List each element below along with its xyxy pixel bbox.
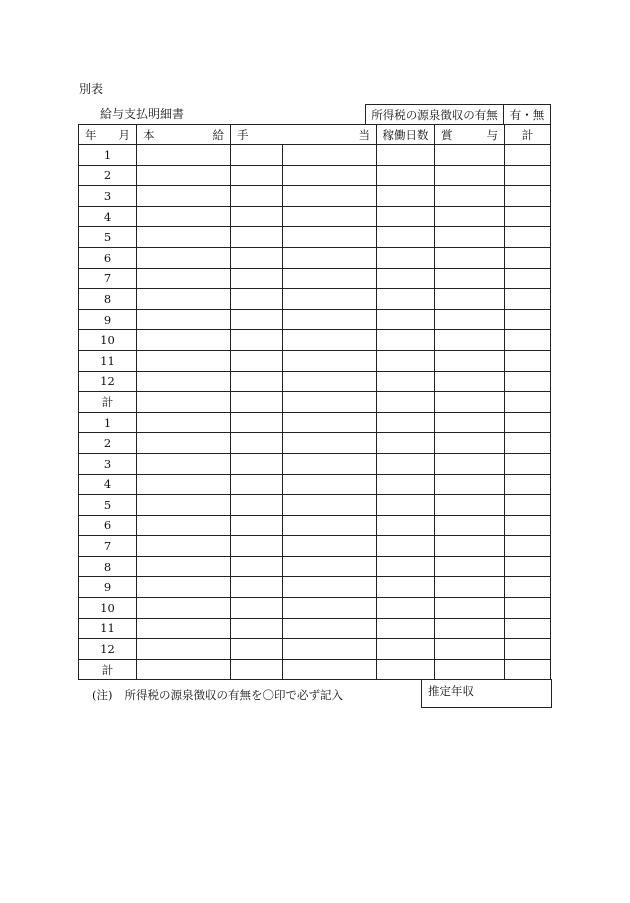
bonus-cell[interactable] — [435, 639, 505, 660]
month-row — [79, 247, 551, 268]
month-row — [79, 515, 551, 536]
base-pay-cell[interactable] — [137, 556, 231, 577]
total-cell[interactable] — [505, 371, 551, 392]
allowance-cell-2[interactable] — [283, 330, 377, 351]
month-cell: 6 — [79, 247, 137, 268]
allowance-cell-1[interactable] — [231, 206, 283, 227]
allowance-cell-2[interactable] — [283, 598, 377, 619]
total-cell[interactable] — [505, 659, 551, 680]
base-pay-cell[interactable] — [137, 145, 231, 166]
month-row — [79, 453, 551, 474]
allowance-cell-2[interactable] — [283, 227, 377, 248]
base-pay-cell[interactable] — [137, 598, 231, 619]
work-days-cell[interactable] — [377, 289, 435, 310]
work-days-cell[interactable] — [377, 577, 435, 598]
base-pay-cell[interactable] — [137, 392, 231, 413]
month-cell: 8 — [79, 556, 137, 577]
work-days-cell[interactable] — [377, 495, 435, 516]
work-days-cell[interactable] — [377, 639, 435, 660]
pay-ledger-table — [78, 124, 551, 680]
allowance-cell-2[interactable] — [283, 350, 377, 371]
bonus-cell[interactable] — [435, 433, 505, 454]
allowance-cell-2[interactable] — [283, 412, 377, 433]
bonus-cell[interactable] — [435, 495, 505, 516]
allowance-cell-1[interactable] — [231, 556, 283, 577]
page-label: 別表 — [79, 82, 104, 96]
allowance-cell-2[interactable] — [283, 433, 377, 454]
base-pay-cell[interactable] — [137, 309, 231, 330]
month-row — [79, 618, 551, 639]
month-cell: 10 — [79, 330, 137, 351]
bonus-cell[interactable] — [435, 474, 505, 495]
month-row — [79, 145, 551, 166]
base-pay-cell[interactable] — [137, 639, 231, 660]
allowance-cell-1[interactable] — [231, 392, 283, 413]
total-cell[interactable] — [505, 289, 551, 310]
allowance-cell-2[interactable] — [283, 186, 377, 207]
month-cell: 6 — [79, 515, 137, 536]
total-cell[interactable] — [505, 330, 551, 351]
allowance-cell-1[interactable] — [231, 247, 283, 268]
header-year-month — [79, 125, 137, 145]
total-cell[interactable] — [505, 495, 551, 516]
bonus-cell[interactable] — [435, 536, 505, 557]
month-cell: 2 — [79, 165, 137, 186]
header-total: 計 — [505, 125, 551, 145]
month-row — [79, 412, 551, 433]
work-days-cell[interactable] — [377, 330, 435, 351]
month-cell: 4 — [79, 206, 137, 227]
allowance-cell-1[interactable] — [231, 289, 283, 310]
bonus-cell[interactable] — [435, 412, 505, 433]
month-cell: 11 — [79, 350, 137, 371]
bonus-cell[interactable] — [435, 227, 505, 248]
month-cell: 4 — [79, 474, 137, 495]
work-days-cell[interactable] — [377, 186, 435, 207]
base-pay-cell[interactable] — [137, 412, 231, 433]
month-cell: 12 — [79, 639, 137, 660]
allowance-cell-1[interactable] — [231, 330, 283, 351]
month-row — [79, 433, 551, 454]
allowance-cell-1[interactable] — [231, 453, 283, 474]
month-cell: 8 — [79, 289, 137, 310]
allowance-cell-1[interactable] — [231, 495, 283, 516]
base-pay-cell[interactable] — [137, 350, 231, 371]
note-prefix: (注) — [92, 688, 113, 702]
allowance-cell-2[interactable] — [283, 474, 377, 495]
header-year: 年 — [85, 127, 97, 142]
header-month: 月 — [118, 127, 130, 142]
bonus-cell[interactable] — [435, 577, 505, 598]
month-cell: 5 — [79, 227, 137, 248]
bonus-cell[interactable] — [435, 186, 505, 207]
allowance-cell-1[interactable] — [231, 639, 283, 660]
allowance-cell-1[interactable] — [231, 350, 283, 371]
allowance-cell-2[interactable] — [283, 206, 377, 227]
bonus-cell[interactable] — [435, 350, 505, 371]
allowance-cell-2[interactable] — [283, 371, 377, 392]
bonus-cell[interactable] — [435, 515, 505, 536]
allowance-cell-1[interactable] — [231, 618, 283, 639]
work-days-cell[interactable] — [377, 268, 435, 289]
month-cell: 3 — [79, 453, 137, 474]
allowance-cell-2[interactable] — [283, 577, 377, 598]
allowance-cell-2[interactable] — [283, 145, 377, 166]
allowance-cell-1[interactable] — [231, 515, 283, 536]
total-cell[interactable] — [505, 453, 551, 474]
total-cell[interactable] — [505, 598, 551, 619]
month-row — [79, 577, 551, 598]
bonus-cell[interactable] — [435, 618, 505, 639]
total-cell[interactable] — [505, 350, 551, 371]
total-cell[interactable] — [505, 165, 551, 186]
allowance-cell-2[interactable] — [283, 268, 377, 289]
allowance-cell-2[interactable] — [283, 309, 377, 330]
bonus-cell[interactable] — [435, 453, 505, 474]
total-cell[interactable] — [505, 145, 551, 166]
allowance-cell-2[interactable] — [283, 165, 377, 186]
work-days-cell[interactable] — [377, 371, 435, 392]
work-days-cell[interactable] — [377, 247, 435, 268]
allowance-cell-1[interactable] — [231, 598, 283, 619]
month-row — [79, 206, 551, 227]
bonus-cell[interactable] — [435, 371, 505, 392]
total-cell[interactable] — [505, 515, 551, 536]
header-bonus-b: 与 — [486, 127, 498, 142]
allowance-cell-2[interactable] — [283, 289, 377, 310]
month-row — [79, 227, 551, 248]
base-pay-cell[interactable] — [137, 515, 231, 536]
allowance-cell-2[interactable] — [283, 618, 377, 639]
allowance-cell-1[interactable] — [231, 433, 283, 454]
header-work-days: 稼働日数 — [377, 125, 435, 145]
base-pay-cell[interactable] — [137, 289, 231, 310]
total-cell[interactable] — [505, 186, 551, 207]
header-bonus — [435, 125, 505, 145]
work-days-cell[interactable] — [377, 412, 435, 433]
month-cell: 5 — [79, 495, 137, 516]
bonus-cell[interactable] — [435, 556, 505, 577]
month-cell: 12 — [79, 371, 137, 392]
month-cell: 1 — [79, 145, 137, 166]
header-base-pay-a: 本 — [143, 127, 155, 142]
base-pay-cell[interactable] — [137, 536, 231, 557]
work-days-cell[interactable] — [377, 598, 435, 619]
work-days-cell[interactable] — [377, 165, 435, 186]
base-pay-cell[interactable] — [137, 371, 231, 392]
work-days-cell[interactable] — [377, 145, 435, 166]
base-pay-cell[interactable] — [137, 495, 231, 516]
bonus-cell[interactable] — [435, 330, 505, 351]
month-row — [79, 165, 551, 186]
allowance-cell-1[interactable] — [231, 186, 283, 207]
total-cell[interactable] — [505, 618, 551, 639]
work-days-cell[interactable] — [377, 536, 435, 557]
allowance-cell-1[interactable] — [231, 371, 283, 392]
total-cell[interactable] — [505, 227, 551, 248]
header-row — [79, 125, 551, 145]
month-row — [79, 556, 551, 577]
month-row — [79, 495, 551, 516]
ledger-body — [79, 145, 551, 680]
section-total-row — [79, 392, 551, 413]
allowance-cell-1[interactable] — [231, 268, 283, 289]
base-pay-cell[interactable] — [137, 330, 231, 351]
total-cell[interactable] — [505, 268, 551, 289]
allowance-cell-2[interactable] — [283, 556, 377, 577]
base-pay-cell[interactable] — [137, 577, 231, 598]
bonus-cell[interactable] — [435, 268, 505, 289]
work-days-cell[interactable] — [377, 453, 435, 474]
allowance-cell-1[interactable] — [231, 412, 283, 433]
month-row — [79, 598, 551, 619]
base-pay-cell[interactable] — [137, 474, 231, 495]
total-cell[interactable] — [505, 309, 551, 330]
withholding-label: 所得税の源泉徴収の有無 — [366, 105, 504, 125]
total-cell[interactable] — [505, 247, 551, 268]
month-row — [79, 268, 551, 289]
work-days-cell[interactable] — [377, 515, 435, 536]
base-pay-cell[interactable] — [137, 165, 231, 186]
month-row — [79, 371, 551, 392]
work-days-cell[interactable] — [377, 433, 435, 454]
header-base-pay — [137, 125, 231, 145]
section-total-label: 計 — [79, 659, 137, 680]
month-row — [79, 474, 551, 495]
base-pay-cell[interactable] — [137, 433, 231, 454]
work-days-cell[interactable] — [377, 309, 435, 330]
allowance-cell-1[interactable] — [231, 474, 283, 495]
allowance-cell-2[interactable] — [283, 247, 377, 268]
allowance-cell-2[interactable] — [283, 659, 377, 680]
bonus-cell[interactable] — [435, 598, 505, 619]
total-cell[interactable] — [505, 206, 551, 227]
work-days-cell[interactable] — [377, 556, 435, 577]
total-cell[interactable] — [505, 639, 551, 660]
month-row — [79, 186, 551, 207]
month-cell: 1 — [79, 412, 137, 433]
estimated-income-box[interactable] — [421, 679, 552, 708]
bonus-cell[interactable] — [435, 145, 505, 166]
base-pay-cell[interactable] — [137, 186, 231, 207]
estimated-income-label: 推定年収 — [428, 684, 474, 698]
total-cell[interactable] — [505, 474, 551, 495]
withholding-choice[interactable]: 有・無 — [509, 108, 545, 122]
base-pay-cell[interactable] — [137, 268, 231, 289]
base-pay-cell[interactable] — [137, 453, 231, 474]
total-cell[interactable] — [505, 433, 551, 454]
header-allowance-b: 当 — [358, 127, 370, 142]
month-cell: 10 — [79, 598, 137, 619]
section-total-row — [79, 659, 551, 680]
bonus-cell[interactable] — [435, 289, 505, 310]
month-row — [79, 350, 551, 371]
month-cell: 2 — [79, 433, 137, 454]
total-cell[interactable] — [505, 556, 551, 577]
bonus-cell[interactable] — [435, 659, 505, 680]
work-days-cell[interactable] — [377, 392, 435, 413]
allowance-cell-2[interactable] — [283, 639, 377, 660]
work-days-cell[interactable] — [377, 350, 435, 371]
month-cell: 3 — [79, 186, 137, 207]
header-bonus-a: 賞 — [441, 127, 453, 142]
header-allowance-a: 手 — [237, 127, 249, 142]
header-allowance — [231, 125, 377, 145]
bonus-cell[interactable] — [435, 165, 505, 186]
work-days-cell[interactable] — [377, 227, 435, 248]
month-cell: 9 — [79, 309, 137, 330]
month-row — [79, 309, 551, 330]
bonus-cell[interactable] — [435, 206, 505, 227]
total-cell[interactable] — [505, 392, 551, 413]
total-cell[interactable] — [505, 536, 551, 557]
work-days-cell[interactable] — [377, 474, 435, 495]
base-pay-cell[interactable] — [137, 618, 231, 639]
total-cell[interactable] — [505, 577, 551, 598]
allowance-cell-1[interactable] — [231, 227, 283, 248]
allowance-cell-2[interactable] — [283, 515, 377, 536]
note-text: 所得税の源泉徴収の有無を〇印で必ず記入 — [124, 688, 343, 702]
form-title: 給与支払明細書 — [100, 107, 185, 121]
allowance-cell-1[interactable] — [231, 659, 283, 680]
base-pay-cell[interactable] — [137, 659, 231, 680]
month-row — [79, 289, 551, 310]
allowance-cell-2[interactable] — [283, 392, 377, 413]
work-days-cell[interactable] — [377, 659, 435, 680]
month-cell: 9 — [79, 577, 137, 598]
allowance-cell-1[interactable] — [231, 536, 283, 557]
header-base-pay-b: 給 — [212, 127, 224, 142]
bonus-cell[interactable] — [435, 392, 505, 413]
allowance-cell-2[interactable] — [283, 453, 377, 474]
month-row — [79, 639, 551, 660]
month-row — [79, 536, 551, 557]
work-days-cell[interactable] — [377, 206, 435, 227]
base-pay-cell[interactable] — [137, 206, 231, 227]
note — [92, 687, 343, 703]
month-cell: 7 — [79, 268, 137, 289]
allowance-cell-2[interactable] — [283, 495, 377, 516]
bonus-cell[interactable] — [435, 247, 505, 268]
base-pay-cell[interactable] — [137, 227, 231, 248]
allowance-cell-1[interactable] — [231, 309, 283, 330]
section-total-label: 計 — [79, 392, 137, 413]
total-cell[interactable] — [505, 412, 551, 433]
base-pay-cell[interactable] — [137, 247, 231, 268]
month-row — [79, 330, 551, 351]
month-cell: 7 — [79, 536, 137, 557]
allowance-cell-1[interactable] — [231, 577, 283, 598]
allowance-cell-1[interactable] — [231, 165, 283, 186]
work-days-cell[interactable] — [377, 618, 435, 639]
allowance-cell-2[interactable] — [283, 536, 377, 557]
bonus-cell[interactable] — [435, 309, 505, 330]
withholding-box — [365, 104, 551, 125]
allowance-cell-1[interactable] — [231, 145, 283, 166]
month-cell: 11 — [79, 618, 137, 639]
